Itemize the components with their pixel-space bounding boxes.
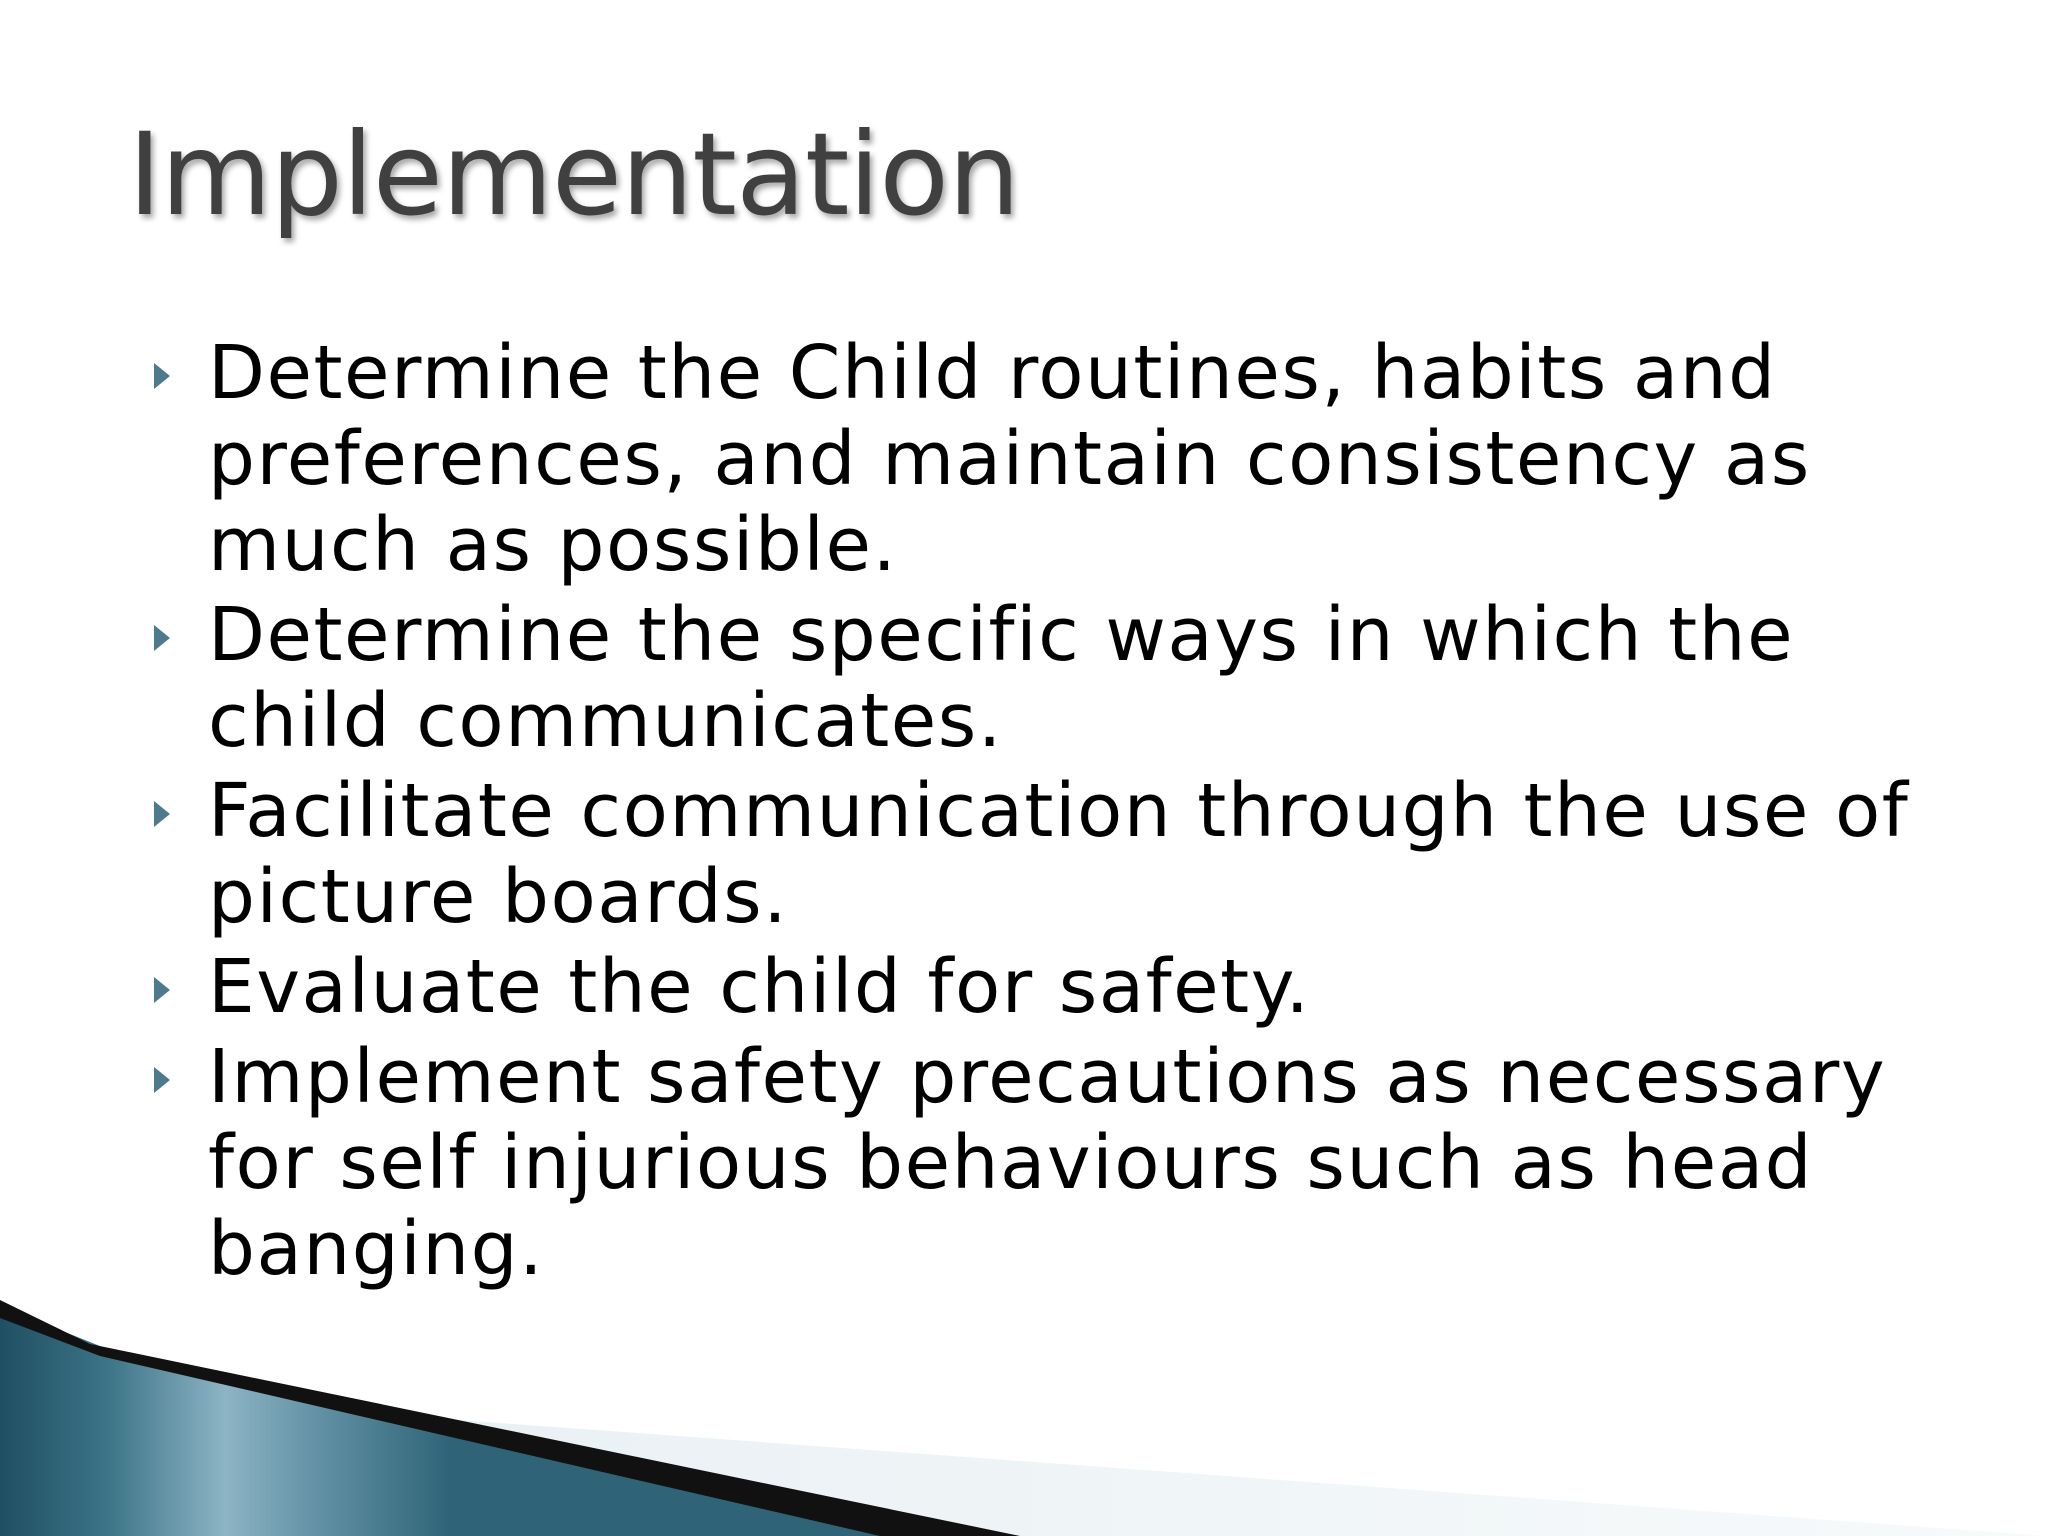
bullet-item: [150, 944, 1910, 1030]
bullet-item: [150, 1034, 1910, 1292]
triangle-right-icon: [154, 625, 170, 651]
bullet-item: [150, 330, 1910, 588]
bullet-text: Evaluate the child for safety.: [208, 944, 1311, 1030]
bullet-text: Implement safety precautions as necessary for self injurious behaviours such as head banging.: [208, 1034, 1887, 1292]
triangle-right-icon: [154, 1067, 170, 1093]
bullet-text: Determine the specific ways in which the child communicates.: [208, 592, 1795, 764]
decorative-swoosh: [0, 1296, 2048, 1536]
bullet-item: [150, 592, 1910, 764]
triangle-right-icon: [154, 363, 170, 389]
triangle-right-icon: [154, 801, 170, 827]
bullet-text: Determine the Child routines, habits and preferences, and maintain consistency as much as possible.: [208, 330, 1811, 588]
triangle-right-icon: [154, 977, 170, 1003]
slide-title: Implementation: [128, 108, 1020, 241]
bullet-item: [150, 768, 1910, 940]
bullet-text: Facilitate communication through the use of picture boards.: [208, 768, 1910, 940]
bullet-list: [150, 330, 1910, 1296]
